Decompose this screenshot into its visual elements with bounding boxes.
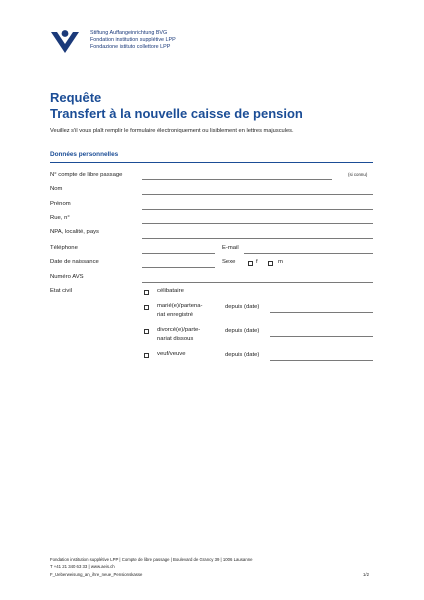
label-phone: Téléphone bbox=[50, 245, 78, 251]
footer-contact: T +41 21 340 63 33 | www.aeis.ch bbox=[50, 564, 115, 569]
logo-line-it: Fondazione istituto collettore LPP bbox=[90, 44, 171, 51]
divorced-since-input[interactable] bbox=[270, 336, 373, 337]
civil-divorced-label-2: nariat dissous bbox=[157, 336, 194, 342]
avs-input[interactable] bbox=[142, 282, 373, 283]
label-account: N° compte de libre passage bbox=[50, 172, 123, 178]
label-civil: Etat civil bbox=[50, 288, 72, 294]
name-input[interactable] bbox=[142, 194, 373, 195]
footer-address: Fondation institution supplétive LPP | Compte de libre passage | Boulevard de Grancy 39 | 1006 Lausanne bbox=[50, 557, 253, 562]
label-sex: Sexe bbox=[222, 259, 236, 265]
city-input[interactable] bbox=[142, 238, 373, 239]
account-hint: (si connu) bbox=[348, 172, 368, 177]
page-subtitle: Transfert à la nouvelle caisse de pension bbox=[50, 106, 303, 121]
label-birthdate: Date de naissance bbox=[50, 259, 99, 265]
sex-f-label: f bbox=[256, 259, 258, 265]
divorced-since-label: depuis (date) bbox=[225, 328, 260, 334]
sex-f-checkbox[interactable] bbox=[248, 261, 253, 266]
civil-married-label-1: marié(e)/partena- bbox=[157, 303, 203, 309]
label-avs: Numéro AVS bbox=[50, 274, 84, 280]
firstname-input[interactable] bbox=[142, 209, 373, 210]
label-name: Nom bbox=[50, 186, 63, 192]
sex-m-checkbox[interactable] bbox=[268, 261, 273, 266]
label-firstname: Prénom bbox=[50, 201, 71, 207]
civil-divorced-checkbox[interactable] bbox=[144, 329, 149, 334]
widowed-since-input[interactable] bbox=[270, 360, 373, 361]
instruction-text: Veuillez s'il vous plaît remplir le formulaire électroniquement ou lisiblement en lettres majuscules. bbox=[50, 128, 294, 134]
page-number: 1/2 bbox=[363, 572, 369, 577]
street-input[interactable] bbox=[142, 223, 373, 224]
civil-married-checkbox[interactable] bbox=[144, 305, 149, 310]
footer-docname: F_Ueberweisung_an_ihre_neue_Pensionskasse bbox=[50, 572, 143, 577]
civil-single-checkbox[interactable] bbox=[144, 290, 149, 295]
section-title: Données personnelles bbox=[50, 151, 119, 158]
email-input[interactable] bbox=[244, 253, 373, 254]
page-title: Requête bbox=[50, 90, 102, 105]
phone-input[interactable] bbox=[142, 253, 215, 254]
civil-divorced-label-1: divorcé(e)/parte- bbox=[157, 327, 201, 333]
account-input[interactable] bbox=[142, 179, 332, 180]
logo-icon bbox=[50, 28, 80, 54]
birthdate-input[interactable] bbox=[142, 267, 215, 268]
section-divider bbox=[50, 162, 373, 163]
sex-m-label: m bbox=[278, 259, 283, 265]
widowed-since-label: depuis (date) bbox=[225, 352, 260, 358]
logo-text bbox=[90, 30, 176, 52]
logo-line-de: Stiftung Auffangeinrichtung BVG bbox=[90, 30, 168, 36]
civil-married-label-2: riat enregistré bbox=[157, 312, 194, 318]
label-street: Rue, n° bbox=[50, 215, 70, 221]
label-city: NPA, localité, pays bbox=[50, 229, 99, 235]
married-since-input[interactable] bbox=[270, 312, 373, 313]
civil-widowed-label: veuf/veuve bbox=[157, 351, 186, 357]
married-since-label: depuis (date) bbox=[225, 304, 260, 310]
logo-line-fr: Fondation institution supplétive LPP bbox=[90, 37, 176, 44]
label-email: E-mail bbox=[222, 245, 239, 251]
civil-widowed-checkbox[interactable] bbox=[144, 353, 149, 358]
civil-single-label: célibataire bbox=[157, 288, 184, 294]
